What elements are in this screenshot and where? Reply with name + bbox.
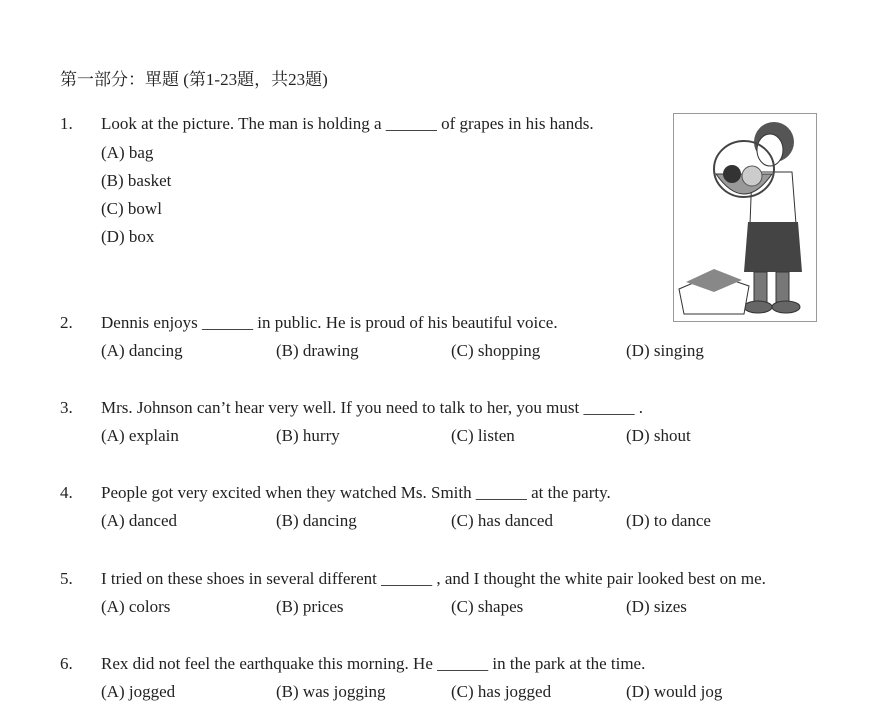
option-a: (A) jogged	[101, 682, 176, 701]
question-text: Look at the picture. The man is holding a ______ of grapes in his hands.	[101, 114, 594, 133]
question-number: 6.	[60, 654, 73, 673]
option-d: (D) shout	[626, 426, 691, 445]
question-number: 3.	[60, 398, 73, 417]
option-b: (B) drawing	[276, 341, 359, 360]
option-c: (C) listen	[451, 426, 515, 445]
option-a: (A) danced	[101, 511, 177, 530]
option-b: (B) dancing	[276, 511, 357, 530]
option-c: (C) has danced	[451, 511, 553, 530]
option-b: (B) hurry	[276, 426, 340, 445]
question-text: Rex did not feel the earthquake this morning. He ______ in the park at the time.	[101, 654, 646, 673]
option-a: (A) dancing	[101, 341, 183, 360]
question-text: Mrs. Johnson can’t hear very well. If you need to talk to her, you must ______ .	[101, 398, 643, 417]
question-number: 2.	[60, 313, 73, 332]
question-text: People got very excited when they watched Ms. Smith ______ at the party.	[101, 483, 611, 502]
option-a: (A) colors	[101, 597, 171, 616]
option-d: (D) sizes	[626, 597, 687, 616]
option-c: (C) shapes	[451, 597, 524, 616]
option-d: (D) box	[101, 227, 155, 246]
question-number: 1.	[60, 114, 73, 133]
question-number: 5.	[60, 569, 73, 588]
option-b: (B) prices	[276, 597, 344, 616]
grapes-man-illustration	[673, 113, 817, 322]
question-text: Dennis enjoys ______ in public. He is proud of his beautiful voice.	[101, 313, 558, 332]
option-b: (B) was jogging	[276, 682, 386, 701]
question-text: I tried on these shoes in several different ______ , and I thought the white pair looked best on me.	[101, 569, 766, 588]
option-d: (D) to dance	[626, 511, 711, 530]
question-number: 4.	[60, 483, 73, 502]
option-c: (C) has jogged	[451, 682, 552, 701]
section-header: 第一部分：單題 (第1-23題，共23題)	[60, 70, 328, 89]
option-c: (C) bowl	[101, 199, 162, 218]
option-c: (C) shopping	[451, 341, 541, 360]
option-d: (D) singing	[626, 341, 704, 360]
option-d: (D) would jog	[626, 682, 723, 701]
option-a: (A) bag	[101, 143, 154, 162]
option-b: (B) basket	[101, 171, 172, 190]
option-a: (A) explain	[101, 426, 179, 445]
